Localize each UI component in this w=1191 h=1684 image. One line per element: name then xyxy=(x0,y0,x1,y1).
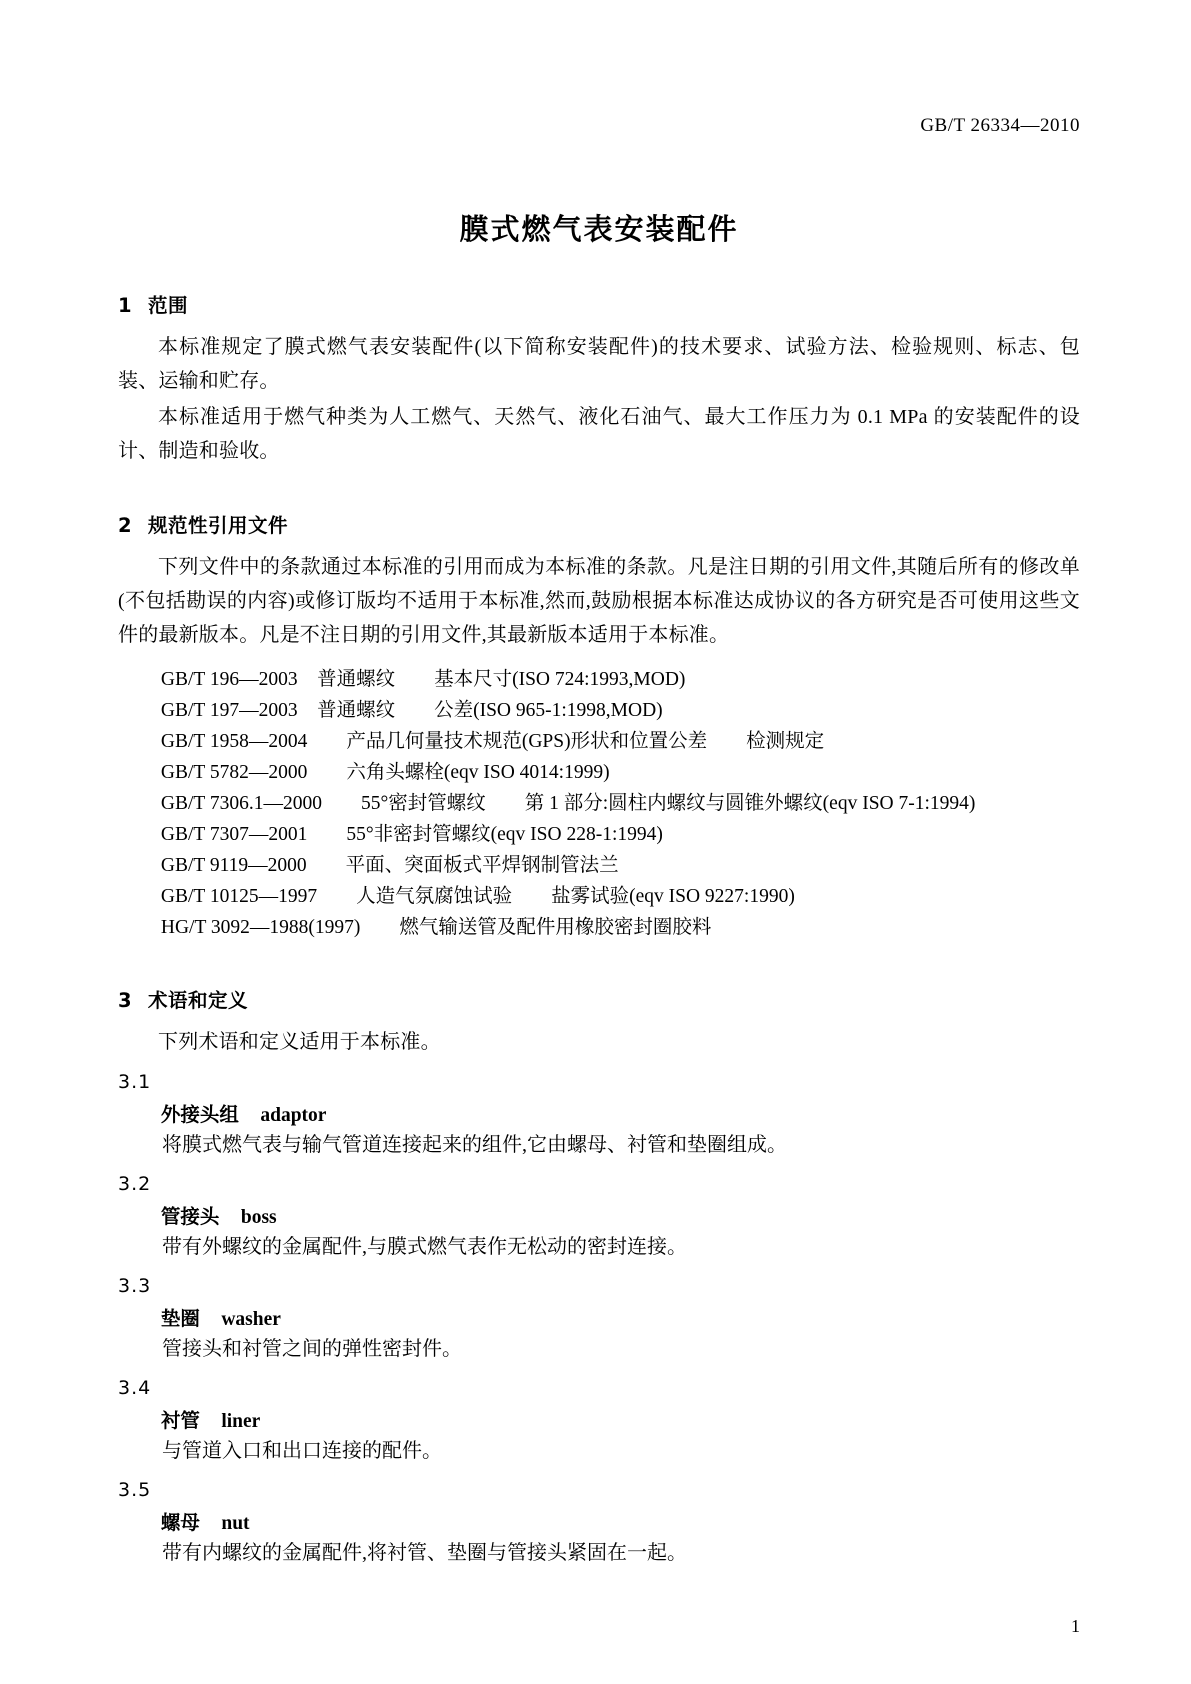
normative-references-list xyxy=(118,664,1080,943)
term-name-cn: 管接头 xyxy=(160,1205,220,1228)
term-definition: 带有内螺纹的金属配件,将衬管、垫圈与管接头紧固在一起。 xyxy=(162,1542,687,1564)
term-number: 3.5 xyxy=(118,1479,152,1501)
term-name-cn: 垫圈 xyxy=(160,1307,200,1330)
reference-item: GB/T 7306.1—2000 55°密封管螺纹 第 1 部分:圆柱内螺纹与圆锥外螺纹(eqv ISO 7-1:1994) xyxy=(160,793,976,814)
section-3-paragraph-1: 下列术语和定义适用于本标准。 xyxy=(158,1031,441,1053)
term-definition: 将膜式燃气表与输气管道连接起来的组件,它由螺母、衬管和垫圈组成。 xyxy=(162,1134,787,1156)
term-definition: 管接头和衬管之间的弹性密封件。 xyxy=(162,1338,462,1360)
page-number: 1 xyxy=(1071,1616,1080,1636)
reference-item: GB/T 7307—2001 55°非密封管螺纹(eqv ISO 228-1:1994) xyxy=(160,824,663,845)
reference-item: GB/T 9119—2000 平面、突面板式平焊钢制管法兰 xyxy=(160,855,619,876)
page-title: 膜式燃气表安装配件 xyxy=(459,212,739,246)
term-name-cn: 外接头组 xyxy=(160,1103,239,1126)
reference-item: GB/T 197—2003 普通螺纹 公差(ISO 965-1:1998,MOD) xyxy=(160,700,663,721)
term-number: 3.2 xyxy=(118,1173,152,1195)
reference-item: GB/T 5782—2000 六角头螺栓(eqv ISO 4014:1999) xyxy=(160,762,610,783)
section-heading-1 xyxy=(118,290,1080,318)
term-number: 3.1 xyxy=(118,1071,152,1093)
term-name xyxy=(118,1303,1080,1331)
term-name-en: nut xyxy=(221,1513,250,1534)
section-number-2: 2 xyxy=(118,514,133,537)
section-2-paragraph-1: 下列文件中的条款通过本标准的引用而成为本标准的条款。凡是注日期的引用文件,其随后所有的修改单(不包括勘误的内容)或修订版均不适用于本标准,然而,鼓励根据本标准达成协议的各方研究是否可使用这些文件的最新版本。凡是不注日期的引用文件,其最新版本适用于本标准。 xyxy=(118,556,1080,646)
page-content xyxy=(118,0,1080,1569)
section-title-2: 规范性引用文件 xyxy=(148,514,289,537)
term-name xyxy=(118,1507,1080,1535)
term-name xyxy=(118,1201,1080,1229)
term-name-cn: 螺母 xyxy=(160,1511,200,1534)
term-name-en: boss xyxy=(240,1207,277,1228)
section-title-1: 范围 xyxy=(148,294,189,317)
term-definition: 带有外螺纹的金属配件,与膜式燃气表作无松动的密封连接。 xyxy=(162,1236,687,1258)
term-number: 3.3 xyxy=(118,1275,152,1297)
term-name-cn: 衬管 xyxy=(160,1409,200,1432)
reference-item: HG/T 3092—1988(1997) 燃气输送管及配件用橡胶密封圈胶料 xyxy=(160,917,712,938)
section-heading-2 xyxy=(118,510,1080,538)
term-name xyxy=(118,1405,1080,1433)
term-number: 3.4 xyxy=(118,1377,152,1399)
term-definition: 与管道入口和出口连接的配件。 xyxy=(162,1440,442,1462)
reference-item: GB/T 1958—2004 产品几何量技术规范(GPS)形状和位置公差 检测规定 xyxy=(160,731,825,752)
section-heading-3 xyxy=(118,985,1080,1013)
section-title-3: 术语和定义 xyxy=(148,989,249,1012)
section-1-paragraph-2: 本标准适用于燃气种类为人工燃气、天然气、液化石油气、最大工作压力为 0.1 MPa 的安装配件的设计、制造和验收。 xyxy=(118,406,1080,462)
reference-item: GB/T 196—2003 普通螺纹 基本尺寸(ISO 724:1993,MOD) xyxy=(160,669,686,690)
term-name-en: washer xyxy=(221,1309,281,1330)
section-number-3: 3 xyxy=(118,989,133,1012)
section-1-paragraph-1: 本标准规定了膜式燃气表安装配件(以下简称安装配件)的技术要求、试验方法、检验规则、标志、包装、运输和贮存。 xyxy=(118,336,1080,392)
standard-code-header: GB/T 26334—2010 xyxy=(920,115,1080,136)
term-name-en: adaptor xyxy=(260,1105,327,1126)
term-name-en: liner xyxy=(221,1411,261,1432)
reference-item: GB/T 10125—1997 人造气氛腐蚀试验 盐雾试验(eqv ISO 9227:1990) xyxy=(160,886,795,907)
term-name xyxy=(118,1099,1080,1127)
section-number-1: 1 xyxy=(118,294,133,317)
